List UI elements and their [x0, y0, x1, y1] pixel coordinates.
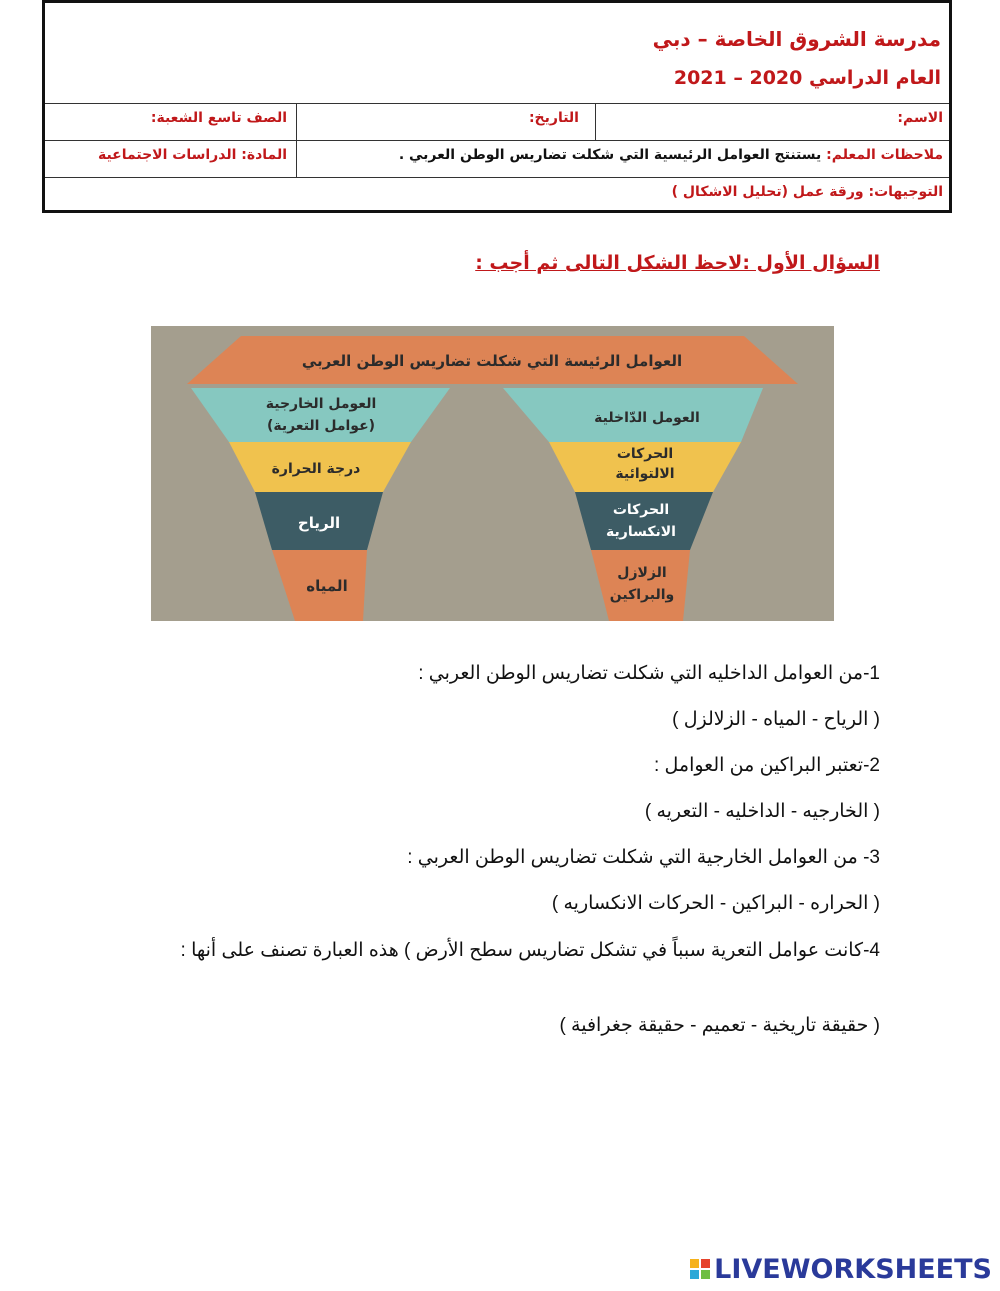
diagram-title: العوامل الرئيسة التي شكلت تضاريس الوطن العربي: [301, 352, 683, 370]
question-3: 3- من العوامل الخارجية التي شكلت تضاريس الوطن العربي :: [407, 847, 880, 868]
right-label-2b: الالتوائية: [615, 466, 675, 482]
right-label-4b: والبراكين: [609, 587, 675, 603]
answer-choices-1[interactable]: ( الرياح - المياه - الزلالزل ): [672, 709, 880, 730]
question-title: السؤال الأول :لاحظ الشكل التالى ثم أجب :: [475, 252, 880, 274]
left-label-4: المياه: [306, 577, 348, 595]
right-label-1: العومل الدّاخلية: [594, 410, 700, 426]
question-4: 4-كانت عوامل التعرية سبباً في تشكل تضاريس سطح الأرض ) هذه العبارة تصنف على أنها :: [180, 940, 880, 961]
right-label-3a: الحركات: [612, 502, 670, 518]
row-divider: [45, 103, 949, 104]
name-label[interactable]: الاسم:: [897, 110, 943, 126]
left-label-1a: العومل الخارجية: [265, 396, 377, 412]
subject-label: المادة: الدراسات الاجتماعية: [97, 147, 287, 163]
answer-choices-2[interactable]: ( الخارجيه - الداخليه - التعريه ): [644, 801, 880, 822]
right-label-3b: الانكسارية: [606, 524, 676, 540]
school-year: العام الدراسي 2020 – 2021: [673, 67, 941, 89]
row-divider: [45, 140, 949, 141]
liveworksheets-wordmark: LIVEWORKSHEETS: [714, 1253, 992, 1285]
row-divider: [45, 177, 949, 178]
terrain-factors-diagram: [151, 326, 834, 621]
liveworksheets-icon: [690, 1259, 710, 1279]
left-label-1b: (عوامل التعرية): [266, 418, 376, 434]
right-label-2a: الحركات: [616, 446, 674, 462]
right-label-4a: الزلازل: [617, 565, 667, 581]
notes-text: يستنتج العوامل الرئيسية التي شكلت تضاريس الوطن العربي .: [398, 147, 822, 163]
col-divider: [296, 103, 297, 177]
instructions: التوجيهات: ورقة عمل (تحليل الاشكال ): [671, 184, 943, 200]
right-band-3: [575, 492, 713, 550]
col-divider: [595, 103, 596, 140]
date-label[interactable]: التاريخ:: [528, 110, 579, 126]
question-2: 2-تعتبر البراكين من العوامل :: [653, 755, 880, 776]
left-label-2: درجة الحرارة: [271, 461, 361, 477]
teacher-notes: [399, 147, 943, 163]
left-label-3: الرياح: [297, 514, 341, 532]
school-name: مدرسة الشروق الخاصة – دبي: [652, 27, 941, 51]
liveworksheets-logo: [690, 1251, 992, 1287]
notes-label: ملاحظات المعلم:: [826, 147, 943, 163]
class-label[interactable]: الصف تاسع الشعبة:: [150, 110, 287, 126]
question-1: 1-من العوامل الداخليه التي شكلت تضاريس الوطن العربي :: [418, 663, 880, 684]
answer-choices-3[interactable]: ( الحراره - البراكين - الحركات الانكساريه ): [551, 893, 880, 914]
answer-choices-4[interactable]: ( حقيقة تاريخية - تعميم - حقيقة جغرافية ): [559, 1015, 880, 1036]
header-box: [42, 0, 952, 213]
